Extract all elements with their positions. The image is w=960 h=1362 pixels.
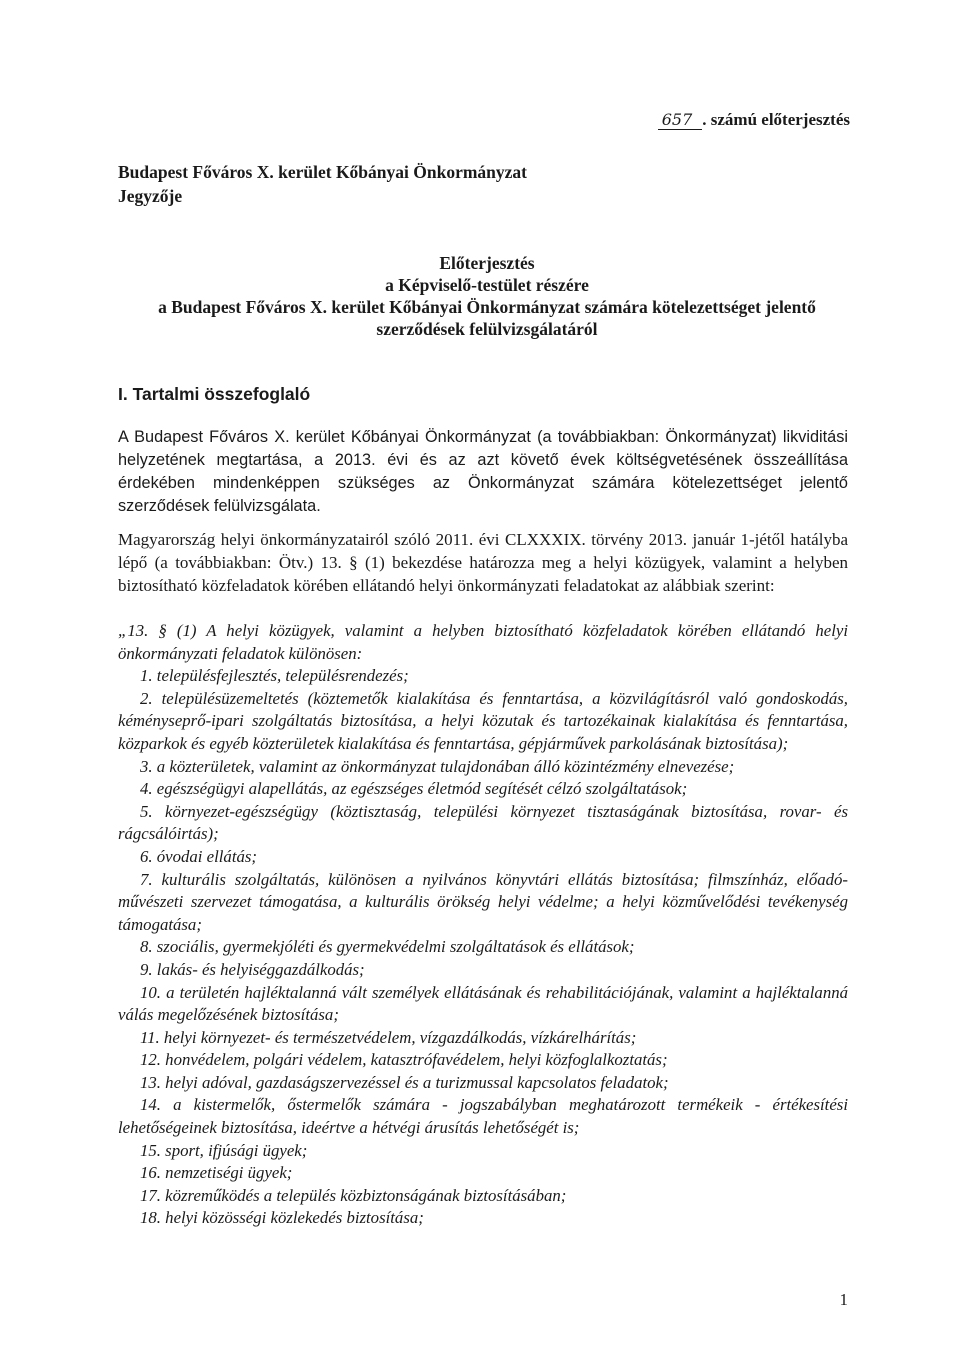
summary-paragraph: A Budapest Főváros X. kerület Kőbányai Önkormányzat (a továbbiakban: Önkormányzat) likviditási helyzetének megtartása, a 2013. évi és az azt követő évek költségvetésének összeállítása érdekében mindenképpen szükséges az Önkormányzat számára kötelezettséget jelentő szerződések felülvizsgálata.: [118, 428, 848, 515]
list-item: 3. a közterületek, valamint az önkormányzat tulajdonában álló közintézmény elnevezése;: [140, 756, 735, 776]
list-item: 13. helyi adóval, gazdaságszervezéssel és a turizmussal kapcsolatos feladatok;: [140, 1072, 669, 1092]
issuer-line: Budapest Főváros X. kerület Kőbányai Önkormányzat: [118, 162, 528, 182]
list-item: 1. településfejlesztés, településrendezés;: [140, 666, 409, 686]
document-heading: [118, 252, 856, 340]
list-item: 12. honvédelem, polgári védelem, katasztrófavédelem, helyi közfoglalkoztatás;: [140, 1050, 668, 1070]
heading-line: szerződések felülvizsgálatáról: [376, 319, 598, 339]
list-item: 4. egészségügyi alapellátás, az egészséges életmód segítését célzó szolgáltatások;: [140, 779, 688, 799]
list-item: 8. szociális, gyermekjóléti és gyermekvédelmi szolgáltatások és ellátások;: [140, 937, 635, 957]
quote-lead: „13. § (1) A helyi közügyek, valamint a helyben biztosítható közfeladatok körében ellátandó helyi önkormányzati feladatok különösen:: [118, 621, 848, 663]
list-item: 10. a területén hajléktalanná vált személyek ellátásának és rehabilitációjának, valamint a hajléktalanná válás megelőzésének biztosítása;: [118, 982, 848, 1025]
reference-label: . számú előterjesztés: [702, 110, 850, 129]
list-item: 17. közreműködés a település közbiztonságának biztosításában;: [140, 1185, 567, 1205]
list-item: 11. helyi környezet- és természetvédelem, vízgazdálkodás, vízkárelhárítás;: [140, 1027, 637, 1047]
list-item: 6. óvodai ellátás;: [140, 846, 257, 866]
issuer-block: [118, 160, 527, 208]
list-item: 9. lakás- és helyiséggazdálkodás;: [140, 959, 365, 979]
section-title: I. Tartalmi összefoglaló: [118, 384, 311, 404]
issuer-line: Jegyzője: [118, 186, 183, 206]
list-item: 7. kulturális szolgáltatás, különösen a nyilvános könyvtári ellátás biztosítása; filmszínház, előadó-művészeti szervezet támogatása, a kulturális örökség helyi védelme; a helyi közművelődési tevékenység támogatása;: [118, 869, 848, 934]
proposal-reference: [658, 110, 850, 130]
list-item: 18. helyi közösségi közlekedés biztosítása;: [140, 1208, 424, 1228]
heading-line: a Budapest Főváros X. kerület Kőbányai Önkormányzat számára kötelezettséget jelentő: [158, 297, 816, 317]
law-quote: [118, 620, 848, 1230]
handwritten-number: 657: [658, 110, 703, 130]
list-item: 15. sport, ifjúsági ügyek;: [140, 1140, 308, 1160]
heading-line: Előterjesztés: [439, 253, 535, 273]
list-item: 5. környezet-egészségügy (köztisztaság, települési környezet tisztaságának biztosítása, rovar- és rágcsálóirtás);: [118, 801, 848, 844]
heading-line: a Képviselő-testület részére: [385, 275, 589, 295]
list-item: 16. nemzetiségi ügyek;: [140, 1163, 293, 1183]
list-item: 2. településüzemeltetés (köztemetők kialakítása és fenntartása, a közvilágításról való gondoskodás, kéményseprő-ipari szolgáltatás biztosítása, a helyi közutak és tartozékainak kialakítása és fenntartása, közparkok és egyéb közterületek kialakítása és fenntartása, gépjárművek parkolásának biztosítása);: [118, 688, 848, 753]
page-number: 1: [839, 1290, 848, 1309]
law-paragraph: Magyarország helyi önkormányzatairól szóló 2011. évi CLXXXIX. törvény 2013. január 1-jétől hatályba lépő (a továbbiakban: Ötv.) 13. § (1) bekezdése határozza meg a helyi közügyek, valamint a helyben biztosítható közfeladatok körében ellátandó helyi önkormányzati feladatokat az alábbiak szerint:: [118, 530, 848, 595]
list-item: 14. a kistermelők, őstermelők számára - jogszabályban meghatározott termékeik - értékesítési lehetőségeinek biztosítása, ideértve a hétvégi árusítás lehetőségét is;: [118, 1095, 848, 1138]
